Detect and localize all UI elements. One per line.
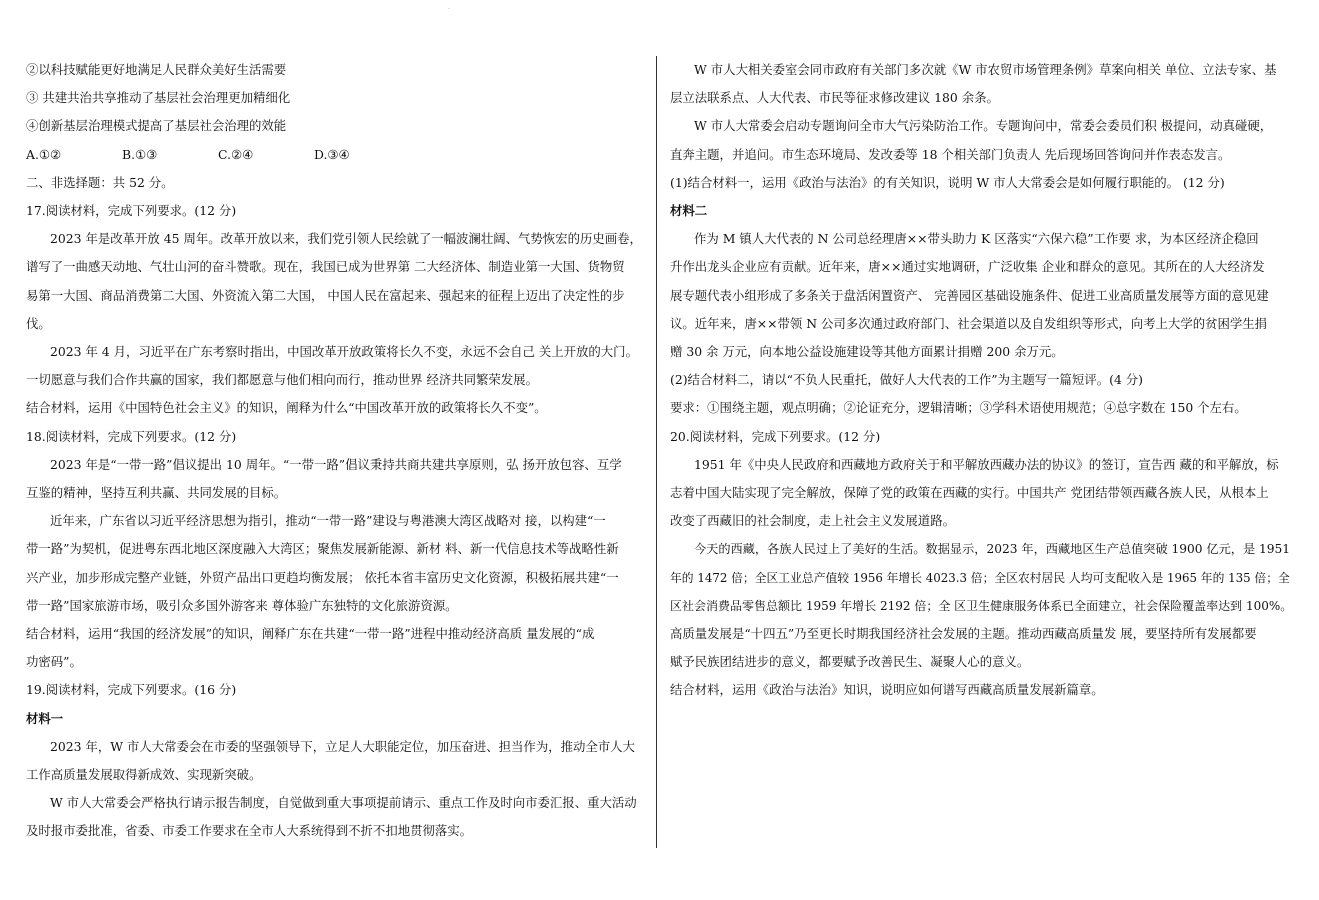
- q17-paragraph-2: 2023 年 4 月，习近平在广东考察时指出，中国改革开放政策将长久不变，永远不会自己 关上开放的大门。: [50, 344, 638, 360]
- material-1-paragraph-4: 直奔主题，并追问。市生态环境局、发改委等 18 个相关部门负责人 先后现场回答询问并作表态发言。: [670, 146, 1231, 162]
- column-divider: [656, 56, 657, 848]
- option-d: D.③④: [314, 146, 350, 162]
- q16-statement-2: ②以科技赋能更好地满足人民群众美好生活需要: [26, 62, 287, 77]
- q16-options: [26, 141, 646, 169]
- material-1-paragraph-2: W 市人大常委会严格执行请示报告制度，自觉做到重大事项提前请示、重点工作及时向市委汇报、重大活动: [50, 795, 637, 811]
- material-1-label: 材料一: [26, 710, 64, 726]
- material-2-paragraph: 议。近年来，唐××带领 N 公司多次通过政府部门、社会渠道以及自发组织等形式，向考上大学的贫困学生捐: [670, 315, 1268, 331]
- q18-paragraph-1: 互鉴的精神，坚持互利共赢、共同发展的目标。: [26, 485, 287, 501]
- q17-paragraph-1: 谱写了一曲感天动地、气壮山河的奋斗赞歌。现在，我国已成为世界第 二大经济体、制造业第一大国、货物贸: [26, 259, 625, 275]
- q17-paragraph-1: 伐。: [26, 315, 51, 331]
- q18-paragraph-2: 近年来，广东省以习近平经济思想为指引，推动“一带一路”建设与粤港澳大湾区战略对 接，以构建“一: [50, 513, 606, 529]
- q16-statement-3: ③ 共建共治共享推动了基层社会治理更加精细化: [26, 90, 291, 106]
- material-1-paragraph-3: 层立法联系点、人大代表、市民等征求修改建议 180 余条。: [670, 90, 999, 106]
- q18-question: 结合材料，运用“我国的经济发展”的知识，阐释广东在共建“一带一路”进程中推动经济高质 量发展的“成: [26, 626, 595, 642]
- q17-paragraph-1: 易第一大国、商品消费第二大国、外资流入第二大国， 中国人民在富起来、强起来的征程上迈出了决定性的步: [26, 287, 625, 303]
- q17-paragraph-2: 一切愿意与我们合作共赢的国家，我们都愿意与他们相向而行，推动世界 经济共同繁荣发展。: [26, 372, 538, 388]
- material-1-paragraph-3: W 市人大相关委室会同市政府有关部门多次就《W 市农贸市场管理条例》草案向相关 单位、立法专家、基: [694, 62, 1277, 77]
- q20-paragraph-1: 志着中国大陆实现了完全解放，保障了党的政策在西藏的实行。中国共产 党团结带领西藏各族人民，从根本上: [670, 485, 1269, 501]
- material-2-paragraph: 升作出龙头企业应有贡献。近年来，唐××通过实地调研，广泛收集 企业和群众的意见。其所在的人大经济发: [670, 259, 1265, 275]
- q20-paragraph-1: 1951 年《中央人民政府和西藏地方政府关于和平解放西藏办法的协议》的签订，宣告西 藏的和平解放，标: [694, 456, 1279, 472]
- left-column: [26, 56, 646, 846]
- option-c: C.②④: [218, 146, 254, 162]
- q18-paragraph-2: 带一路”为契机，促进粤东西北地区深度融入大湾区；聚焦发展新能源、新材 料、新一代信息技术等战略性新: [26, 541, 619, 557]
- material-2-paragraph: 作为 M 镇人大代表的 N 公司总经理唐××带头助力 K 区落实“六保六稳”工作要 求，为本区经济企稳回: [694, 231, 1259, 247]
- q17-paragraph-1: 2023 年是改革开放 45 周年。改革开放以来，我们党引领人民绘就了一幅波澜壮阔、气势恢宏的历史画卷，: [50, 231, 642, 247]
- q19-requirements: 要求：①围绕主题，观点明确；②论证充分，逻辑清晰；③学科术语使用规范；④总字数在 150 个左右。: [670, 400, 1247, 416]
- q18-heading: 18.阅读材料，完成下列要求。(12 分): [26, 428, 237, 444]
- material-2-label: 材料二: [670, 203, 708, 219]
- q20-paragraph-1: 改变了西藏旧的社会制度，走上社会主义发展道路。: [670, 513, 955, 529]
- right-column: [670, 56, 1294, 705]
- q20-paragraph-2: 高质量发展是“十四五”乃至更长时期我国经济社会发展的主题。推动西藏高质量发 展，要坚持所有发展都要: [670, 626, 1257, 642]
- q20-heading: 20.阅读材料，完成下列要求。(12 分): [670, 428, 881, 444]
- q17-heading: 17.阅读材料，完成下列要求。(12 分): [26, 203, 237, 219]
- q20-paragraph-2: 今天的西藏，各族人民过上了美好的生活。数据显示，2023 年，西藏地区生产总值突破 1900 亿元，是 1951: [694, 542, 1291, 557]
- q18-paragraph-2: 带一路”国家旅游市场，吸引众多国外游客来 尊体验广东独特的文化旅游资源。: [26, 597, 458, 613]
- material-1-paragraph-1: 2023 年，W 市人大常委会在市委的坚强领导下，立足人大职能定位，加压奋进、担当作为，推动全市人大: [50, 738, 635, 754]
- q18-question: 功密码”。: [26, 654, 82, 670]
- option-b: B.①③: [122, 146, 158, 162]
- q17-question: 结合材料，运用《中国特色社会主义》的知识，阐释为什么“中国改革开放的政策将长久不变”。: [26, 400, 547, 416]
- q18-paragraph-2: 兴产业，加步形成完整产业链，外贸产品出口更趋均衡发展； 依托本省丰富历史文化资源，积极拓展共建“一: [26, 569, 619, 585]
- q20-question: 结合材料，运用《政治与法治》知识，说明应如何谱写西藏高质量发展新篇章。: [670, 682, 1104, 698]
- section-2-heading: 二、非选择题：共 52 分。: [26, 174, 174, 190]
- q19-heading: 19.阅读材料，完成下列要求。(16 分): [26, 682, 237, 698]
- q16-statement-4: ④创新基层治理模式提高了基层社会治理的效能: [26, 118, 287, 134]
- q20-paragraph-2: 赋予民族团结进步的意义，都要赋予改善民生、凝聚人心的意义。: [670, 654, 1030, 670]
- q19-subquestion-2: (2)结合材料二，请以“不负人民重托，做好人大代表的工作”为主题写一篇短评。(4 分): [670, 372, 1143, 388]
- q18-paragraph-1: 2023 年是“一带一路”倡议提出 10 周年。“一带一路”倡议秉持共商共建共享原则，弘 扬开放包容、互学: [50, 456, 622, 472]
- q20-paragraph-2: 年的 1472 倍；全区工业总产值较 1956 年增长 4023.3 倍；全区农村居民 人均可支配收入是 1965 年的 135 倍；全: [670, 570, 1290, 585]
- material-1-paragraph-1: 工作高质量发展取得新成效、实现新突破。: [26, 767, 262, 783]
- material-2-paragraph: 赠 30 余 万元，向本地公益设施建设等其他方面累计捐赠 200 余万元。: [670, 344, 1064, 360]
- option-a: A.①②: [26, 146, 62, 162]
- material-1-paragraph-4: W 市人大常委会启动专题询问全市大气污染防治工作。专题询问中，常委会委员们积 极提问，动真碰硬，: [694, 118, 1273, 134]
- top-mark: ·: [448, 6, 450, 13]
- material-2-paragraph: 展专题代表小组形成了多条关于盘活闲置资产、 完善园区基础设施条件、促进工业高质量发展等方面的意见建: [670, 287, 1269, 303]
- q19-subquestion-1: (1)结合材料一，运用《政治与法治》的有关知识，说明 W 市人大常委会是如何履行职能的。 (12 分): [670, 174, 1225, 190]
- material-1-paragraph-2: 及时报市委批准，省委、市委工作要求在全市人大系统得到不折不扣地贯彻落实。: [26, 823, 473, 839]
- q20-paragraph-2: 区社会消费品零售总额比 1959 年增长 2192 倍；全 区卫生健康服务体系已全面建立，社会保险覆盖率达到 100%。: [670, 598, 1293, 613]
